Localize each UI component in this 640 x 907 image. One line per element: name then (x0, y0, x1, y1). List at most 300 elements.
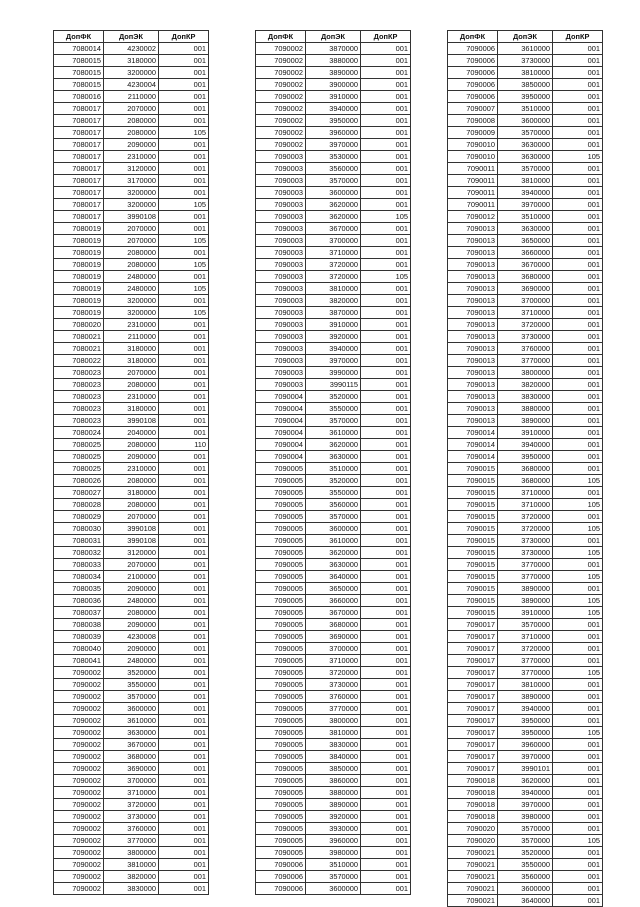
table-row (54, 151, 209, 163)
table-row (54, 679, 209, 691)
header-dopfk: ДопФК (54, 31, 104, 43)
table-row (54, 235, 209, 247)
cell-dopfk: 7080029 (54, 511, 104, 523)
cell-dopek: 3940000 (306, 103, 361, 115)
table-row (448, 271, 603, 283)
cell-dopkr: 001 (361, 115, 411, 127)
header-dopkr: ДопКР (159, 31, 209, 43)
table-row (54, 379, 209, 391)
cell-dopfk: 7080041 (54, 655, 104, 667)
cell-dopkr: 001 (553, 535, 603, 547)
cell-dopek: 3890000 (306, 799, 361, 811)
cell-dopfk: 7090005 (256, 847, 306, 859)
cell-dopek: 2080000 (104, 127, 159, 139)
cell-dopfk: 7080017 (54, 127, 104, 139)
cell-dopfk: 7090003 (256, 175, 306, 187)
cell-dopek: 2090000 (104, 619, 159, 631)
cell-dopfk: 7090013 (448, 247, 498, 259)
cell-dopfk: 7080027 (54, 487, 104, 499)
cell-dopkr: 001 (361, 547, 411, 559)
cell-dopek: 3770000 (498, 655, 553, 667)
cell-dopek: 3180000 (104, 343, 159, 355)
cell-dopek: 3710000 (306, 655, 361, 667)
table-row (54, 283, 209, 295)
cell-dopfk: 7090003 (256, 163, 306, 175)
cell-dopkr: 001 (361, 619, 411, 631)
cell-dopkr: 001 (159, 463, 209, 475)
cell-dopkr: 001 (361, 799, 411, 811)
cell-dopek: 3770000 (306, 703, 361, 715)
table-row (54, 571, 209, 583)
cell-dopek: 3730000 (104, 811, 159, 823)
cell-dopek: 2480000 (104, 283, 159, 295)
header-dopek: ДопЭК (306, 31, 361, 43)
cell-dopkr: 001 (553, 811, 603, 823)
cell-dopfk: 7090003 (256, 283, 306, 295)
cell-dopek: 3970000 (498, 751, 553, 763)
cell-dopkr: 001 (159, 343, 209, 355)
cell-dopfk: 7090003 (256, 379, 306, 391)
cell-dopek: 3810000 (498, 679, 553, 691)
cell-dopfk: 7080015 (54, 79, 104, 91)
cell-dopek: 3610000 (306, 535, 361, 547)
cell-dopkr: 001 (553, 307, 603, 319)
cell-dopfk: 7090020 (448, 823, 498, 835)
cell-dopfk: 7080017 (54, 211, 104, 223)
cell-dopfk: 7090005 (256, 511, 306, 523)
cell-dopfk: 7080015 (54, 67, 104, 79)
cell-dopek: 3890000 (498, 415, 553, 427)
cell-dopfk: 7080017 (54, 175, 104, 187)
table-row (448, 199, 603, 211)
table-row (448, 391, 603, 403)
cell-dopkr: 001 (159, 655, 209, 667)
cell-dopek: 3950000 (498, 727, 553, 739)
cell-dopkr: 105 (553, 667, 603, 679)
cell-dopkr: 001 (553, 67, 603, 79)
header-row (54, 31, 209, 43)
cell-dopkr: 105 (553, 547, 603, 559)
cell-dopfk: 7090006 (256, 859, 306, 871)
cell-dopfk: 7090003 (256, 151, 306, 163)
cell-dopek: 3920000 (306, 331, 361, 343)
cell-dopek: 3990000 (306, 367, 361, 379)
table-row (448, 187, 603, 199)
cell-dopek: 3680000 (498, 463, 553, 475)
cell-dopfk: 7090013 (448, 235, 498, 247)
cell-dopek: 3940000 (498, 703, 553, 715)
cell-dopek: 3940000 (498, 439, 553, 451)
cell-dopek: 3570000 (498, 619, 553, 631)
table-row (54, 559, 209, 571)
table-row (448, 343, 603, 355)
cell-dopkr: 001 (361, 247, 411, 259)
header-dopkr: ДопКР (553, 31, 603, 43)
cell-dopek: 3710000 (498, 631, 553, 643)
cell-dopkr: 001 (553, 619, 603, 631)
cell-dopek: 3940000 (498, 187, 553, 199)
cell-dopkr: 001 (361, 643, 411, 655)
cell-dopkr: 001 (159, 523, 209, 535)
cell-dopek: 3940000 (498, 787, 553, 799)
header-dopfk: ДопФК (448, 31, 498, 43)
table-row (54, 307, 209, 319)
cell-dopfk: 7090005 (256, 811, 306, 823)
cell-dopkr: 105 (553, 595, 603, 607)
cell-dopek: 3710000 (498, 307, 553, 319)
table-row (448, 139, 603, 151)
header-row (448, 31, 603, 43)
cell-dopfk: 7090013 (448, 295, 498, 307)
cell-dopkr: 001 (361, 451, 411, 463)
cell-dopfk: 7090005 (256, 607, 306, 619)
cell-dopfk: 7090006 (256, 871, 306, 883)
cell-dopek: 3570000 (498, 163, 553, 175)
cell-dopkr: 001 (553, 655, 603, 667)
cell-dopfk: 7090002 (54, 691, 104, 703)
table-row (256, 559, 411, 571)
cell-dopfk: 7090002 (256, 115, 306, 127)
cell-dopkr: 001 (553, 55, 603, 67)
cell-dopkr: 001 (159, 295, 209, 307)
cell-dopkr: 105 (361, 211, 411, 223)
table-row (54, 835, 209, 847)
cell-dopfk: 7090005 (256, 499, 306, 511)
table-row (54, 655, 209, 667)
cell-dopek: 3910000 (306, 91, 361, 103)
cell-dopkr: 001 (361, 823, 411, 835)
cell-dopek: 3630000 (498, 139, 553, 151)
cell-dopfk: 7090002 (256, 67, 306, 79)
cell-dopfk: 7090021 (448, 847, 498, 859)
cell-dopek: 3820000 (306, 295, 361, 307)
cell-dopkr: 001 (159, 151, 209, 163)
table-row (448, 379, 603, 391)
cell-dopkr: 001 (159, 103, 209, 115)
cell-dopek: 3920000 (306, 811, 361, 823)
table-row (256, 535, 411, 547)
table-row (448, 571, 603, 583)
cell-dopfk: 7080024 (54, 427, 104, 439)
cell-dopfk: 7090013 (448, 391, 498, 403)
table-row (448, 607, 603, 619)
cell-dopek: 3970000 (498, 799, 553, 811)
cell-dopfk: 7090002 (54, 847, 104, 859)
cell-dopfk: 7090002 (256, 139, 306, 151)
cell-dopkr: 001 (361, 607, 411, 619)
cell-dopek: 3200000 (104, 295, 159, 307)
cell-dopkr: 001 (553, 247, 603, 259)
cell-dopfk: 7090003 (256, 343, 306, 355)
table-row (256, 811, 411, 823)
cell-dopkr: 001 (159, 331, 209, 343)
table-row (448, 679, 603, 691)
cell-dopfk: 7090005 (256, 679, 306, 691)
header-dopkr: ДопКР (361, 31, 411, 43)
cell-dopkr: 001 (159, 43, 209, 55)
cell-dopfk: 7080023 (54, 391, 104, 403)
cell-dopfk: 7090011 (448, 175, 498, 187)
cell-dopkr: 001 (361, 835, 411, 847)
cell-dopkr: 105 (553, 835, 603, 847)
cell-dopfk: 7090002 (256, 43, 306, 55)
cell-dopfk: 7080017 (54, 139, 104, 151)
cell-dopek: 2310000 (104, 463, 159, 475)
cell-dopfk: 7080039 (54, 631, 104, 643)
cell-dopfk: 7080023 (54, 367, 104, 379)
cell-dopek: 3720000 (498, 511, 553, 523)
cell-dopek: 3990101 (498, 763, 553, 775)
cell-dopkr: 001 (553, 331, 603, 343)
cell-dopfk: 7090005 (256, 691, 306, 703)
table-row (448, 163, 603, 175)
table-row (256, 439, 411, 451)
cell-dopkr: 001 (553, 823, 603, 835)
cell-dopkr: 001 (361, 67, 411, 79)
table-row (54, 343, 209, 355)
cell-dopfk: 7090002 (54, 763, 104, 775)
cell-dopkr: 001 (553, 355, 603, 367)
cell-dopkr: 001 (553, 679, 603, 691)
table-row (448, 211, 603, 223)
cell-dopkr: 001 (159, 883, 209, 895)
cell-dopkr: 001 (361, 151, 411, 163)
table-row (256, 787, 411, 799)
cell-dopek: 3120000 (104, 163, 159, 175)
cell-dopfk: 7090005 (256, 595, 306, 607)
cell-dopfk: 7090005 (256, 787, 306, 799)
cell-dopkr: 001 (361, 199, 411, 211)
cell-dopek: 3960000 (306, 127, 361, 139)
cell-dopek: 3690000 (306, 631, 361, 643)
cell-dopek: 3980000 (306, 847, 361, 859)
table-row (256, 763, 411, 775)
cell-dopfk: 7090002 (54, 787, 104, 799)
cell-dopkr: 001 (159, 691, 209, 703)
cell-dopek: 3890000 (498, 583, 553, 595)
cell-dopfk: 7090018 (448, 811, 498, 823)
cell-dopkr: 001 (553, 739, 603, 751)
cell-dopek: 3720000 (306, 667, 361, 679)
cell-dopek: 3880000 (306, 55, 361, 67)
cell-dopkr: 001 (159, 175, 209, 187)
cell-dopek: 2070000 (104, 511, 159, 523)
cell-dopfk: 7090002 (256, 91, 306, 103)
cell-dopfk: 7080015 (54, 55, 104, 67)
cell-dopkr: 001 (553, 487, 603, 499)
cell-dopek: 3600000 (306, 883, 361, 895)
cell-dopkr: 001 (159, 211, 209, 223)
cell-dopek: 3720000 (498, 643, 553, 655)
table-row (448, 439, 603, 451)
cell-dopfk: 7090017 (448, 667, 498, 679)
cell-dopfk: 7090012 (448, 211, 498, 223)
cell-dopkr: 105 (159, 283, 209, 295)
cell-dopek: 3170000 (104, 175, 159, 187)
cell-dopek: 3680000 (498, 475, 553, 487)
cell-dopek: 3600000 (498, 115, 553, 127)
cell-dopkr: 001 (159, 535, 209, 547)
cell-dopkr: 001 (361, 439, 411, 451)
table-row (448, 283, 603, 295)
cell-dopfk: 7090002 (54, 871, 104, 883)
cell-dopek: 3530000 (306, 151, 361, 163)
table-row (256, 115, 411, 127)
table-row (448, 799, 603, 811)
cell-dopkr: 105 (553, 499, 603, 511)
cell-dopfk: 7080017 (54, 163, 104, 175)
table-row (448, 871, 603, 883)
cell-dopkr: 001 (553, 559, 603, 571)
cell-dopkr: 001 (361, 391, 411, 403)
table-row (54, 799, 209, 811)
cell-dopek: 3940000 (306, 343, 361, 355)
cell-dopkr: 001 (553, 403, 603, 415)
cell-dopkr: 001 (159, 583, 209, 595)
cell-dopek: 3950000 (498, 715, 553, 727)
table-row (256, 307, 411, 319)
table-row (54, 271, 209, 283)
cell-dopek: 3200000 (104, 67, 159, 79)
cell-dopkr: 001 (553, 511, 603, 523)
cell-dopkr: 001 (553, 115, 603, 127)
table-row (54, 703, 209, 715)
cell-dopek: 3180000 (104, 55, 159, 67)
cell-dopfk: 7090005 (256, 583, 306, 595)
table-row (256, 427, 411, 439)
table-row (448, 787, 603, 799)
table-row (256, 103, 411, 115)
cell-dopek: 3650000 (498, 235, 553, 247)
cell-dopkr: 001 (361, 43, 411, 55)
cell-dopek: 3710000 (498, 499, 553, 511)
cell-dopfk: 7090007 (448, 103, 498, 115)
table-row (256, 835, 411, 847)
cell-dopfk: 7080025 (54, 439, 104, 451)
cell-dopkr: 001 (553, 187, 603, 199)
cell-dopkr: 001 (553, 163, 603, 175)
cell-dopfk: 7090009 (448, 127, 498, 139)
table-row (448, 103, 603, 115)
cell-dopfk: 7090003 (256, 247, 306, 259)
cell-dopfk: 7080019 (54, 295, 104, 307)
cell-dopkr: 001 (553, 859, 603, 871)
cell-dopfk: 7090021 (448, 895, 498, 907)
cell-dopkr: 001 (553, 775, 603, 787)
cell-dopfk: 7090017 (448, 619, 498, 631)
cell-dopek: 3630000 (104, 727, 159, 739)
cell-dopek: 3710000 (498, 487, 553, 499)
table-row (448, 247, 603, 259)
cell-dopfk: 7090005 (256, 475, 306, 487)
table-row (54, 859, 209, 871)
cell-dopek: 2040000 (104, 427, 159, 439)
table-row (54, 439, 209, 451)
cell-dopfk: 7090003 (256, 355, 306, 367)
cell-dopkr: 001 (159, 415, 209, 427)
cell-dopkr: 001 (361, 403, 411, 415)
cell-dopek: 3570000 (104, 691, 159, 703)
table-row (256, 871, 411, 883)
cell-dopek: 3810000 (498, 67, 553, 79)
table-row (448, 847, 603, 859)
cell-dopfk: 7080021 (54, 331, 104, 343)
table-row (448, 307, 603, 319)
cell-dopek: 3520000 (306, 391, 361, 403)
cell-dopek: 3760000 (498, 343, 553, 355)
cell-dopek: 3950000 (498, 451, 553, 463)
cell-dopek: 2100000 (104, 571, 159, 583)
cell-dopek: 3670000 (498, 259, 553, 271)
cell-dopek: 2080000 (104, 247, 159, 259)
table-row (256, 739, 411, 751)
cell-dopfk: 7090003 (256, 319, 306, 331)
cell-dopek: 3550000 (498, 859, 553, 871)
cell-dopfk: 7090005 (256, 643, 306, 655)
cell-dopfk: 7090005 (256, 775, 306, 787)
cell-dopkr: 001 (553, 427, 603, 439)
table-row (256, 91, 411, 103)
cell-dopek: 3800000 (498, 367, 553, 379)
cell-dopek: 3970000 (306, 139, 361, 151)
cell-dopkr: 001 (553, 871, 603, 883)
cell-dopek: 3890000 (306, 67, 361, 79)
cell-dopek: 3680000 (498, 271, 553, 283)
cell-dopkr: 001 (553, 211, 603, 223)
table-row (54, 691, 209, 703)
table-row (448, 331, 603, 343)
cell-dopfk: 7090013 (448, 415, 498, 427)
cell-dopek: 3730000 (306, 679, 361, 691)
cell-dopek: 2090000 (104, 643, 159, 655)
cell-dopkr: 001 (159, 787, 209, 799)
table-row (448, 127, 603, 139)
cell-dopek: 3610000 (104, 715, 159, 727)
table-row (54, 127, 209, 139)
header-row (256, 31, 411, 43)
table-row (256, 595, 411, 607)
cell-dopfk: 7090004 (256, 427, 306, 439)
cell-dopek: 3880000 (306, 787, 361, 799)
cell-dopek: 3970000 (306, 355, 361, 367)
cell-dopek: 3660000 (498, 247, 553, 259)
cell-dopek: 3610000 (498, 43, 553, 55)
cell-dopfk: 7090013 (448, 223, 498, 235)
cell-dopfk: 7090004 (256, 451, 306, 463)
table-row (256, 79, 411, 91)
cell-dopkr: 105 (553, 607, 603, 619)
cell-dopkr: 001 (553, 643, 603, 655)
cell-dopfk: 7090017 (448, 763, 498, 775)
table-row (54, 751, 209, 763)
cell-dopkr: 001 (553, 91, 603, 103)
table-row (448, 883, 603, 895)
cell-dopek: 3690000 (104, 763, 159, 775)
table-row (256, 223, 411, 235)
table-row (448, 463, 603, 475)
cell-dopkr: 001 (361, 163, 411, 175)
table-row (256, 691, 411, 703)
cell-dopek: 2310000 (104, 319, 159, 331)
table-row (448, 223, 603, 235)
cell-dopkr: 001 (361, 655, 411, 667)
cell-dopfk: 7090015 (448, 607, 498, 619)
table-row (256, 259, 411, 271)
cell-dopkr: 105 (159, 127, 209, 139)
cell-dopfk: 7090020 (448, 835, 498, 847)
cell-dopkr: 001 (159, 163, 209, 175)
cell-dopfk: 7090002 (54, 679, 104, 691)
